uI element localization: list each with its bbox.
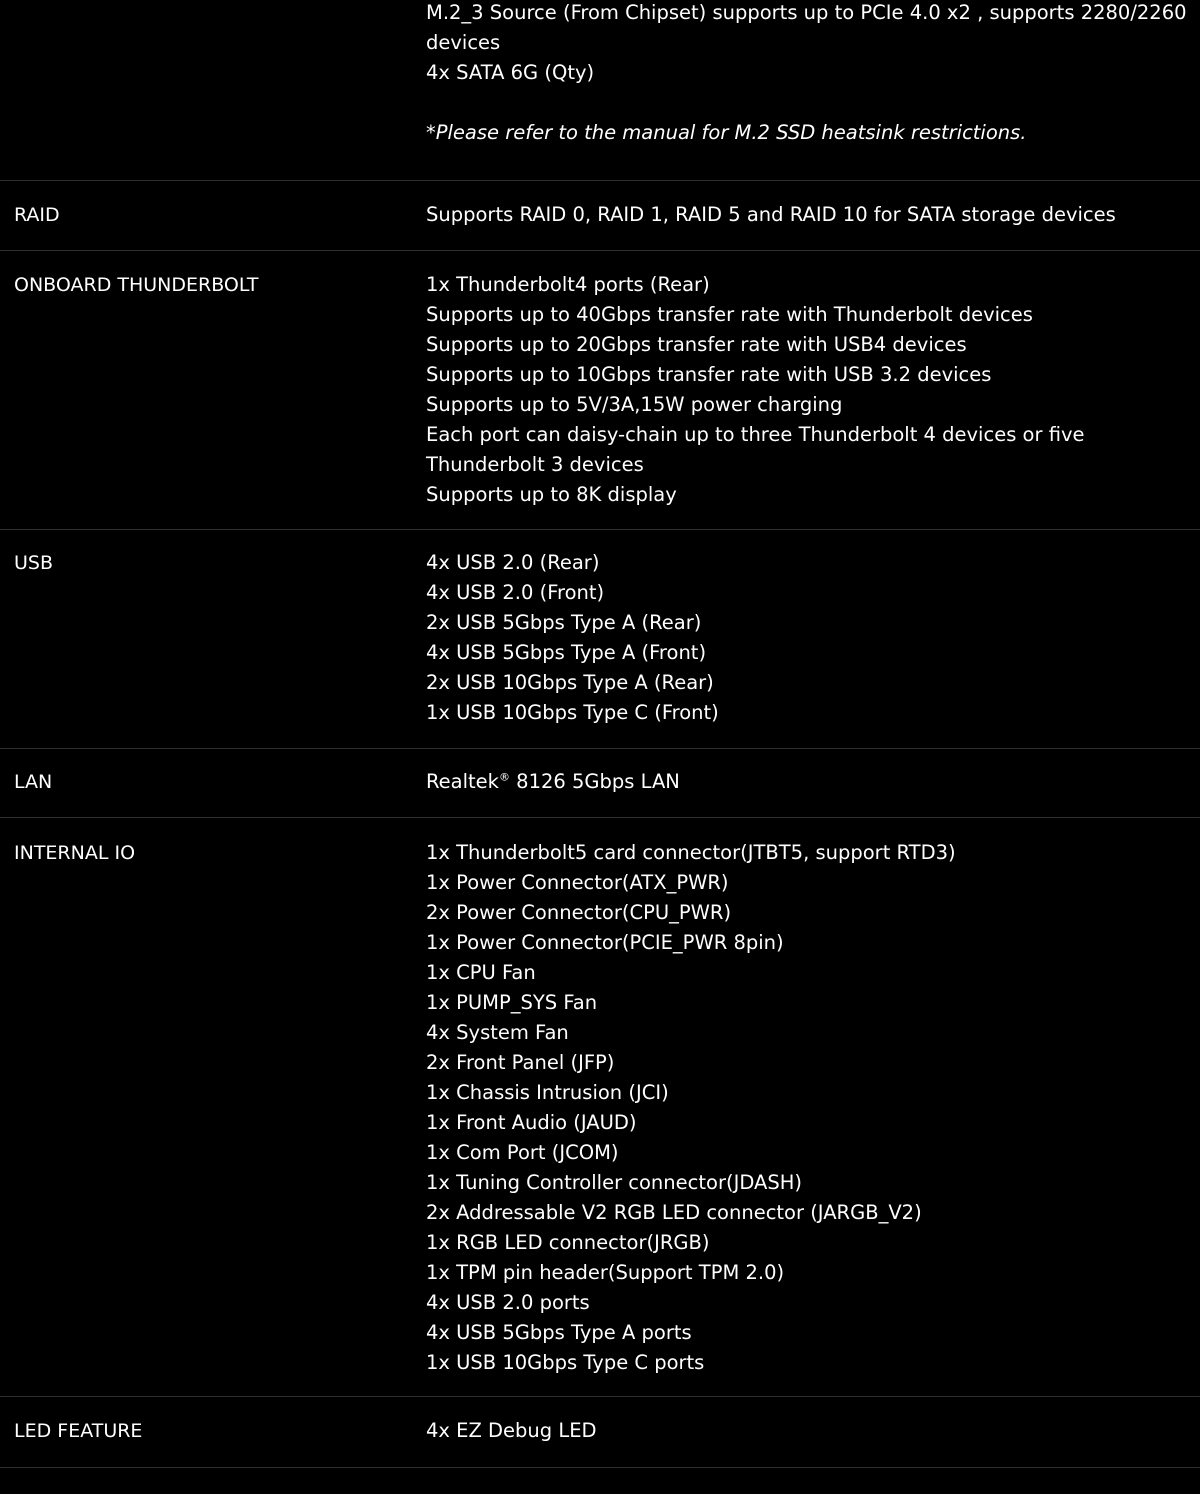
spec-value-led-feature: [426, 1416, 1200, 1446]
spec-line: 1x Thunderbolt4 ports (Rear): [426, 273, 710, 296]
spec-line: 1x Front Audio (JAUD): [426, 1111, 637, 1134]
spec-line: Supports RAID 0, RAID 1, RAID 5 and RAID 10 for SATA storage devices: [426, 203, 1116, 226]
spec-row-lan: [0, 749, 1200, 818]
registered-mark: ®: [498, 770, 510, 784]
spec-value-usb: [426, 548, 1200, 728]
spec-value-thunderbolt: [426, 270, 1200, 510]
spec-line: 4x USB 2.0 ports: [426, 1291, 590, 1314]
spec-label-raid: RAID: [14, 204, 60, 226]
spec-line: 1x Power Connector(PCIE_PWR 8pin): [426, 931, 784, 954]
spec-value-storage: [426, 0, 1200, 148]
spec-line: 4x System Fan: [426, 1021, 569, 1044]
spec-line: 4x USB 5Gbps Type A ports: [426, 1321, 692, 1344]
spec-line: 4x EZ Debug LED: [426, 1419, 597, 1442]
spec-line: 4x SATA 6G (Qty): [426, 61, 595, 84]
spec-value-raid: [426, 200, 1200, 230]
spec-label-internal-io: INTERNAL IO: [14, 842, 136, 864]
lan-spec-line: [426, 767, 1188, 797]
spec-label-usb: USB: [14, 552, 54, 574]
spec-line: 1x Com Port (JCOM): [426, 1141, 619, 1164]
spec-label-thunderbolt: ONBOARD THUNDERBOLT: [14, 274, 259, 296]
spec-line: 1x CPU Fan: [426, 961, 536, 984]
spec-row-internal-io: [0, 818, 1200, 1397]
spec-row-led-feature: [0, 1397, 1200, 1468]
spec-line: 1x RGB LED connector(JRGB): [426, 1231, 710, 1254]
spec-line: Supports up to 10Gbps transfer rate with USB 3.2 devices: [426, 363, 992, 386]
lan-detail: 8126 5Gbps LAN: [509, 770, 680, 793]
spec-line: Supports up to 40Gbps transfer rate with Thunderbolt devices: [426, 303, 1033, 326]
spec-line: Supports up to 8K display: [426, 483, 677, 506]
spec-line: 1x Chassis Intrusion (JCI): [426, 1081, 669, 1104]
spacer: [426, 88, 1188, 118]
spec-row-thunderbolt: [0, 251, 1200, 530]
spec-line: Supports up to 5V/3A,15W power charging: [426, 393, 843, 416]
spec-line: Each port can daisy-chain up to three Thunderbolt 4 devices or five Thunderbolt 3 devices: [426, 423, 1085, 476]
spec-line: 2x Power Connector(CPU_PWR): [426, 901, 732, 924]
spec-line: 2x Addressable V2 RGB LED connector (JARGB_V2): [426, 1201, 922, 1224]
spec-line: M.2_3 Source (From Chipset) supports up to PCIe 4.0 x2 , supports 2280/2260 devices: [426, 1, 1187, 54]
spec-line: 2x USB 5Gbps Type A (Rear): [426, 611, 702, 634]
spec-line: 4x USB 5Gbps Type A (Front): [426, 641, 707, 664]
spec-line: 1x USB 10Gbps Type C (Front): [426, 701, 719, 724]
spec-line: 1x TPM pin header(Support TPM 2.0): [426, 1261, 785, 1284]
storage-note: *Please refer to the manual for M.2 SSD heatsink restrictions.: [426, 121, 1027, 144]
spec-value-internal-io: [426, 838, 1200, 1378]
spec-line: 2x Front Panel (JFP): [426, 1051, 615, 1074]
spec-line: 4x USB 2.0 (Front): [426, 581, 605, 604]
spec-line: 1x USB 10Gbps Type C ports: [426, 1351, 705, 1374]
spec-row-raid: [0, 181, 1200, 251]
spec-line: 1x Tuning Controller connector(JDASH): [426, 1171, 802, 1194]
spec-line: Supports up to 20Gbps transfer rate with USB4 devices: [426, 333, 967, 356]
spec-line: 4x USB 2.0 (Rear): [426, 551, 600, 574]
spec-row-storage: [0, 0, 1200, 181]
lan-brand: Realtek: [426, 770, 499, 793]
spec-value-lan: [426, 767, 1200, 797]
spec-line: 2x USB 10Gbps Type A (Rear): [426, 671, 714, 694]
spec-label-led-feature: LED FEATURE: [14, 1420, 143, 1442]
spec-label-lan: LAN: [14, 771, 53, 793]
spec-line: 1x Thunderbolt5 card connector(JTBT5, support RTD3): [426, 841, 956, 864]
spec-line: 1x Power Connector(ATX_PWR): [426, 871, 729, 894]
spec-row-usb: [0, 530, 1200, 749]
spec-line: 1x PUMP_SYS Fan: [426, 991, 598, 1014]
